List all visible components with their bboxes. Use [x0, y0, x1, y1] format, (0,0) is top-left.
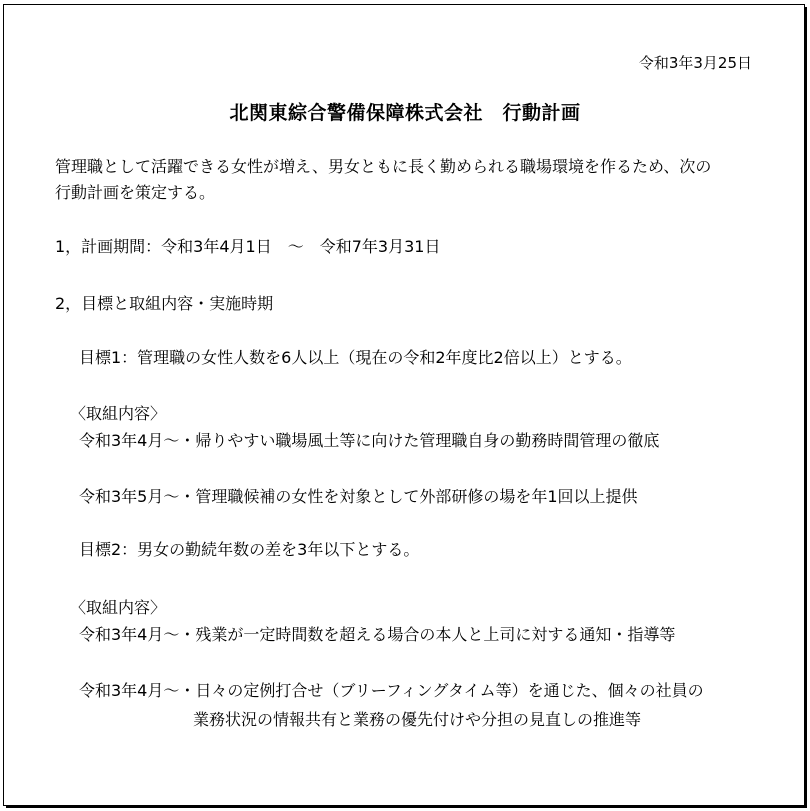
goal-1-actions-heading: 〈取組内容〉	[70, 404, 167, 423]
document-title: 北関東綜合警備保障株式会社 行動計画	[229, 102, 581, 124]
goal-1-action-2: 令和3年5月～・管理職候補の女性を対象として外部研修の場を年1回以上提供	[79, 487, 638, 506]
intro-line-1: 管理職として活躍できる女性が増え、男女ともに長く勤められる職場環境を作るため、次の	[55, 157, 712, 176]
goal-2: 目標2：男女の勤続年数の差を3年以下とする。	[79, 540, 420, 559]
section-plan-period: 1，計画期間：令和3年4月1日 ～ 令和7年3月31日	[55, 237, 441, 256]
goal-1: 目標1：管理職の女性人数を6人以上（現在の令和2年度比2倍以上）とする。	[79, 348, 632, 367]
goal-2-actions-heading: 〈取組内容〉	[70, 598, 167, 617]
goal-2-action-2-line-1: 令和3年4月～・日々の定例打合せ（ブリーフィングタイム等）を通じた、個々の社員の	[79, 681, 704, 700]
document-date: 令和3年3月25日	[638, 54, 752, 72]
frame-shadow-right	[805, 7, 807, 808]
section-goals-heading: 2，目標と取組内容・実施時期	[55, 294, 274, 313]
goal-1-action-1: 令和3年4月～・帰りやすい職場風土等に向けた管理職自身の勤務時間管理の徹底	[79, 431, 660, 450]
goal-2-action-1: 令和3年4月～・残業が一定時間数を超える場合の本人と上司に対する通知・指導等	[79, 625, 676, 644]
intro-line-2: 行動計画を策定する。	[55, 183, 216, 202]
frame-shadow-bottom	[6, 806, 807, 808]
goal-2-action-2-line-2: 業務状況の情報共有と業務の優先付けや分担の見直しの推進等	[193, 710, 642, 729]
